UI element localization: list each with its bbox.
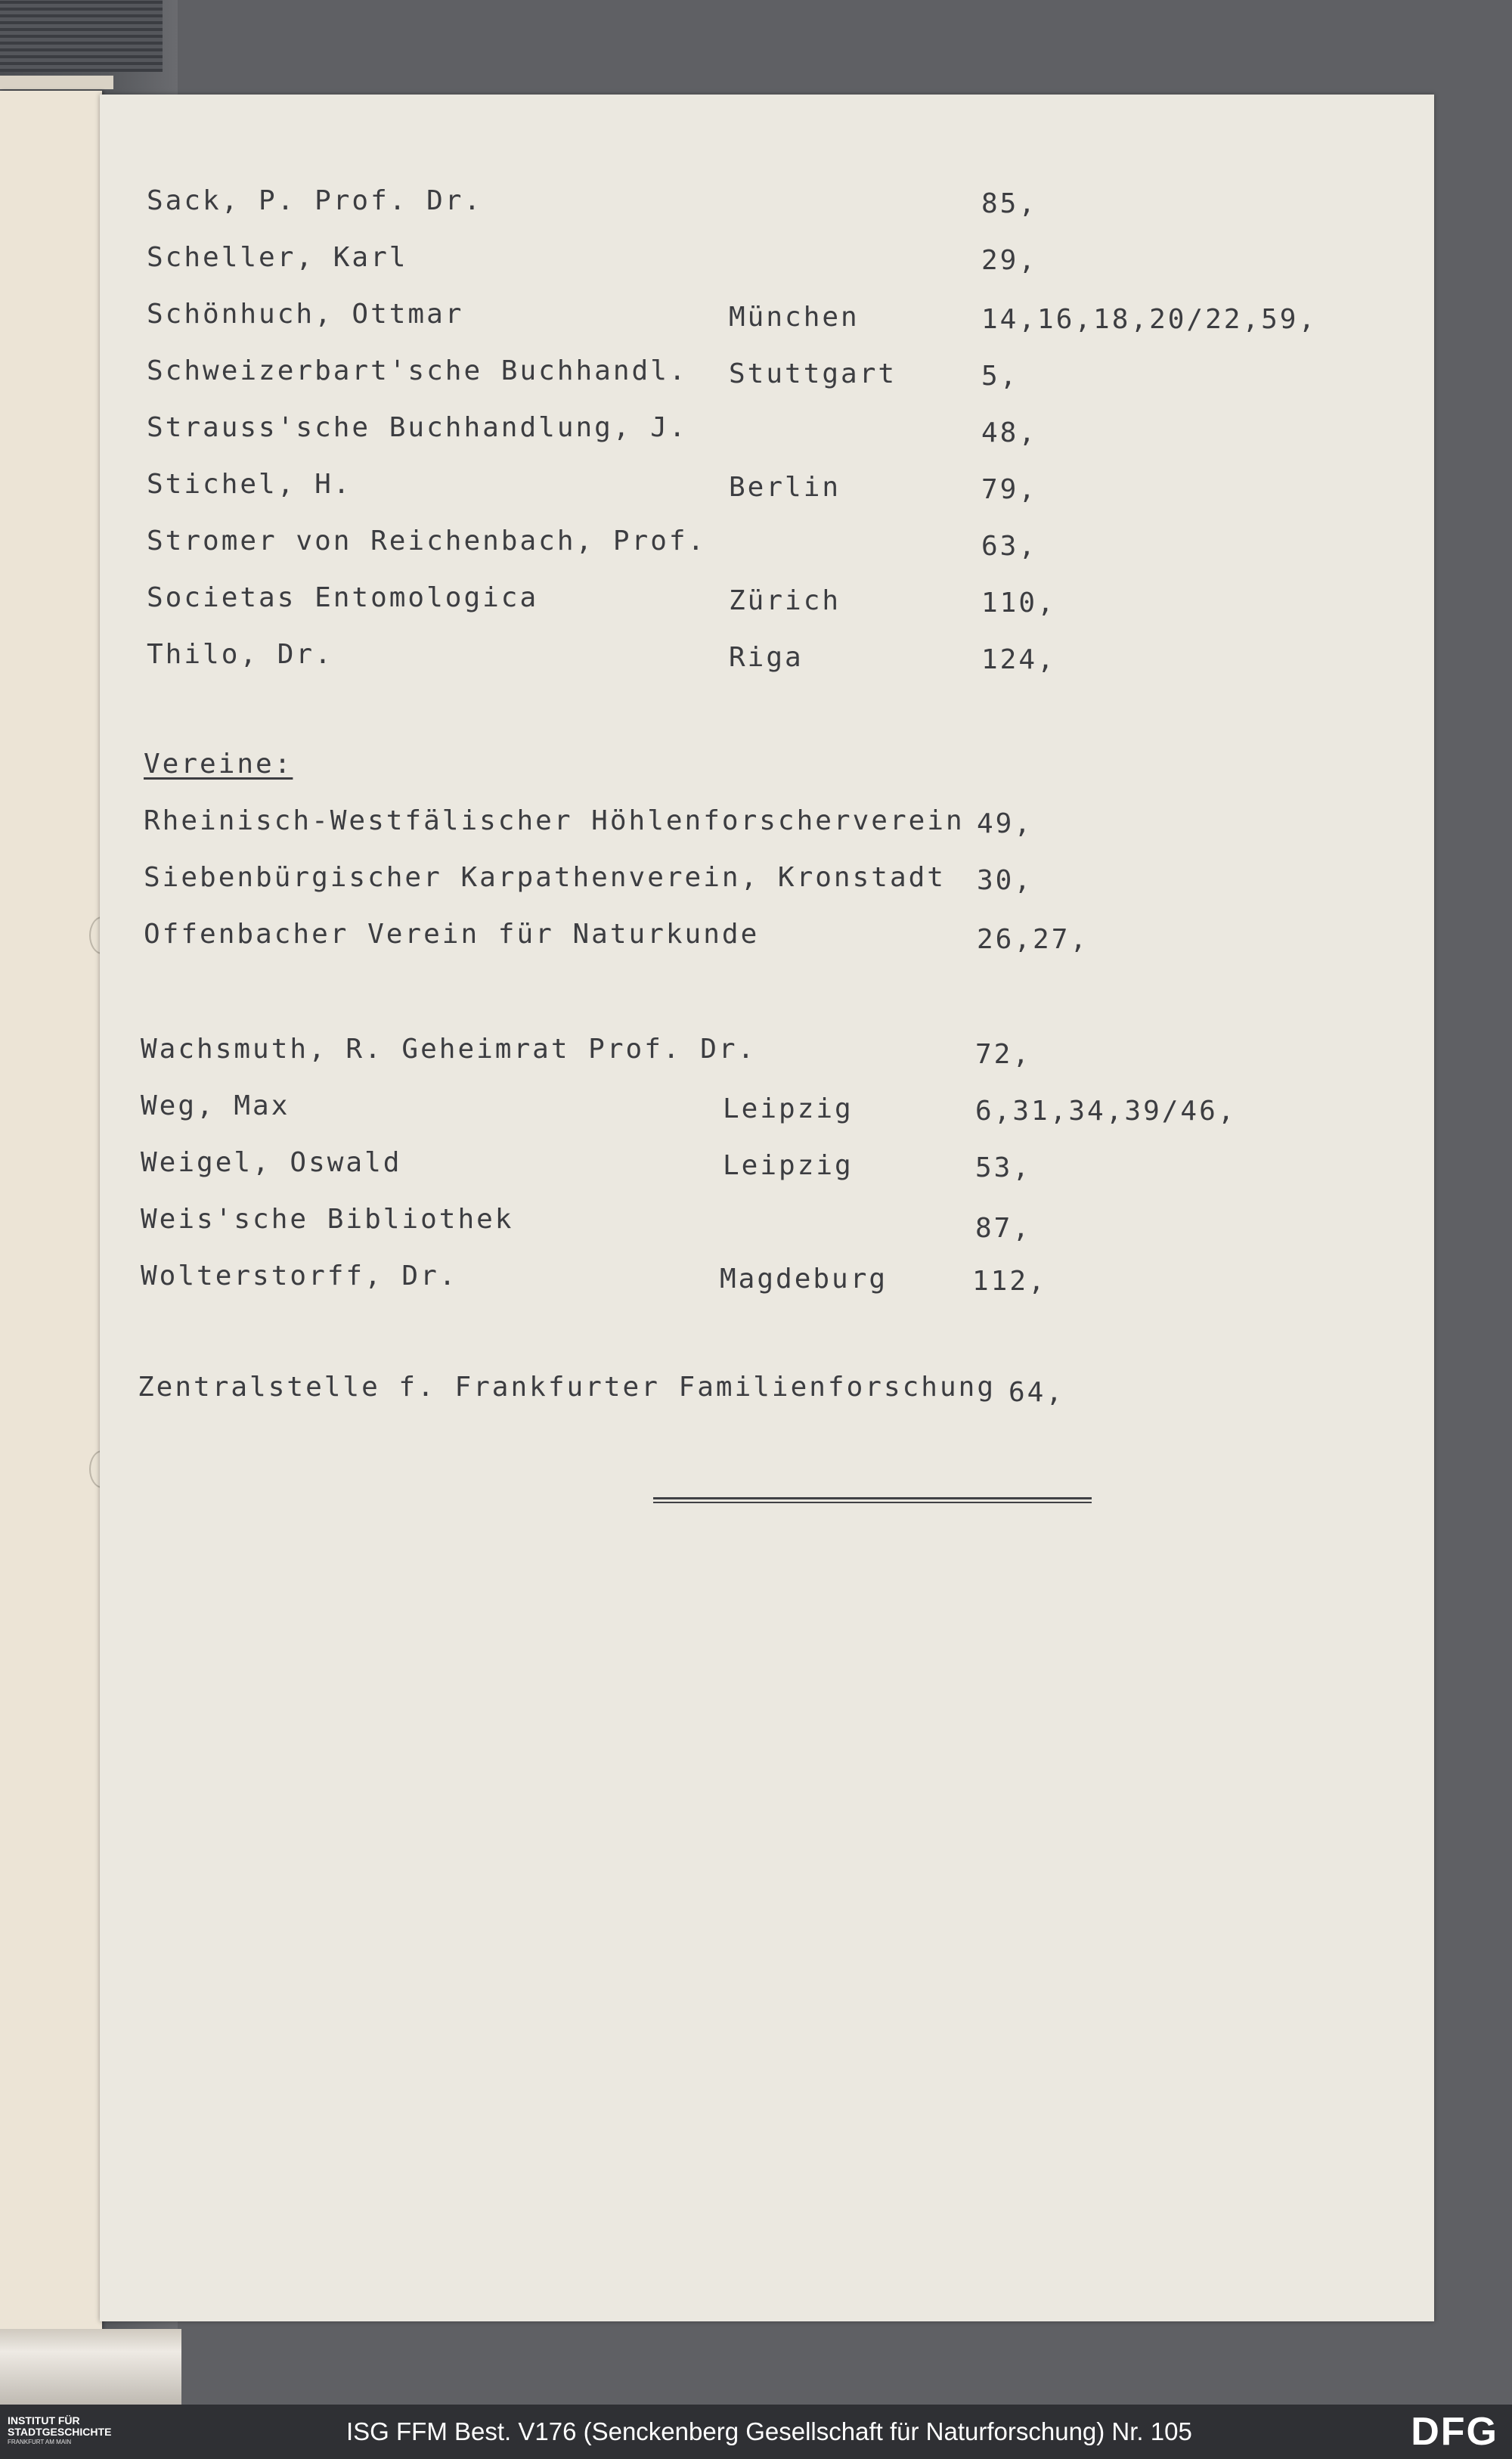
entry-pages: 5, [981, 361, 1019, 392]
entry-pages: 87, [975, 1213, 1032, 1244]
entry-name: Societas Entomologica [147, 582, 539, 613]
entry-place: Leipzig [723, 1150, 854, 1181]
back-page-bottom [0, 2329, 181, 2405]
entry-name: Weis'sche Bibliothek [141, 1204, 514, 1235]
closing-rule [653, 1502, 1092, 1503]
entry-name: Wachsmuth, R. Geheimrat Prof. Dr. [141, 1034, 757, 1065]
entry-name: Offenbacher Verein für Naturkunde [144, 919, 760, 950]
section-heading-vereine: Vereine: [144, 749, 293, 780]
entry-name: Zentralstelle f. Frankfurter Familienforschung [138, 1372, 996, 1403]
entry-pages: 53, [975, 1152, 1032, 1183]
institute-line: STADTGESCHICHTE [8, 2426, 112, 2438]
institute-line: FRANKFURT AM MAIN [8, 2439, 72, 2445]
back-page-edge [0, 76, 113, 89]
entry-pages: 110, [981, 588, 1056, 619]
entry-place: Stuttgart [729, 358, 897, 389]
closing-rule [653, 1497, 1092, 1499]
entry-name: Stichel, H. [147, 469, 352, 500]
entry-name: Thilo, Dr. [147, 639, 333, 670]
entry-pages: 26,27, [977, 924, 1089, 955]
entry-pages: 64, [1009, 1377, 1065, 1408]
entry-name: Weg, Max [141, 1090, 290, 1121]
entry-pages: 48, [981, 417, 1038, 448]
entry-name: Schönhuch, Ottmar [147, 299, 464, 330]
archive-caption: ISG FFM Best. V176 (Senckenberg Gesellschaft für Naturforschung) Nr. 105 [346, 2417, 1192, 2445]
entry-name: Siebenbürgischer Karpathenverein, Kronstadt [144, 862, 946, 893]
institute-line: INSTITUT FÜR [8, 2414, 80, 2426]
entry-name: Stromer von Reichenbach, Prof. [147, 526, 707, 557]
entry-pages: 124, [981, 644, 1056, 675]
entry-name: Strauss'sche Buchhandlung, J. [147, 412, 688, 443]
entry-place: Riga [729, 642, 804, 673]
entry-place: Zürich [729, 585, 841, 616]
entry-pages: 72, [975, 1039, 1032, 1070]
entry-name: Scheller, Karl [147, 242, 408, 273]
entry-pages: 79, [981, 474, 1038, 505]
entry-name: Weigel, Oswald [141, 1147, 402, 1178]
entry-pages: 14,16,18,20/22,59, [981, 304, 1318, 335]
entry-pages: 49, [977, 808, 1033, 839]
entry-name: Wolterstorff, Dr. [141, 1261, 458, 1292]
entry-pages: 29, [981, 245, 1038, 276]
entry-pages: 30, [977, 865, 1033, 896]
entry-pages: 63, [981, 531, 1038, 562]
back-page [0, 91, 102, 2329]
dfg-logo: DFG [1411, 2410, 1498, 2454]
entry-name: Rheinisch-Westfälischer Höhlenforscherverein [144, 805, 965, 836]
entry-pages: 112, [972, 1266, 1047, 1297]
entry-pages: 6,31,34,39/46, [975, 1096, 1237, 1127]
entry-place: Berlin [729, 472, 841, 503]
institute-logo [8, 2415, 129, 2446]
entry-place: Leipzig [723, 1093, 854, 1124]
entry-place: Magdeburg [720, 1264, 888, 1295]
binding-strip [0, 0, 163, 72]
document-page [100, 95, 1434, 2321]
entry-place: München [729, 302, 860, 333]
entry-name: Schweizerbart'sche Buchhandl. [147, 355, 688, 386]
archive-footer [0, 2405, 1512, 2459]
entry-name: Sack, P. Prof. Dr. [147, 185, 483, 216]
entry-pages: 85, [981, 188, 1038, 219]
